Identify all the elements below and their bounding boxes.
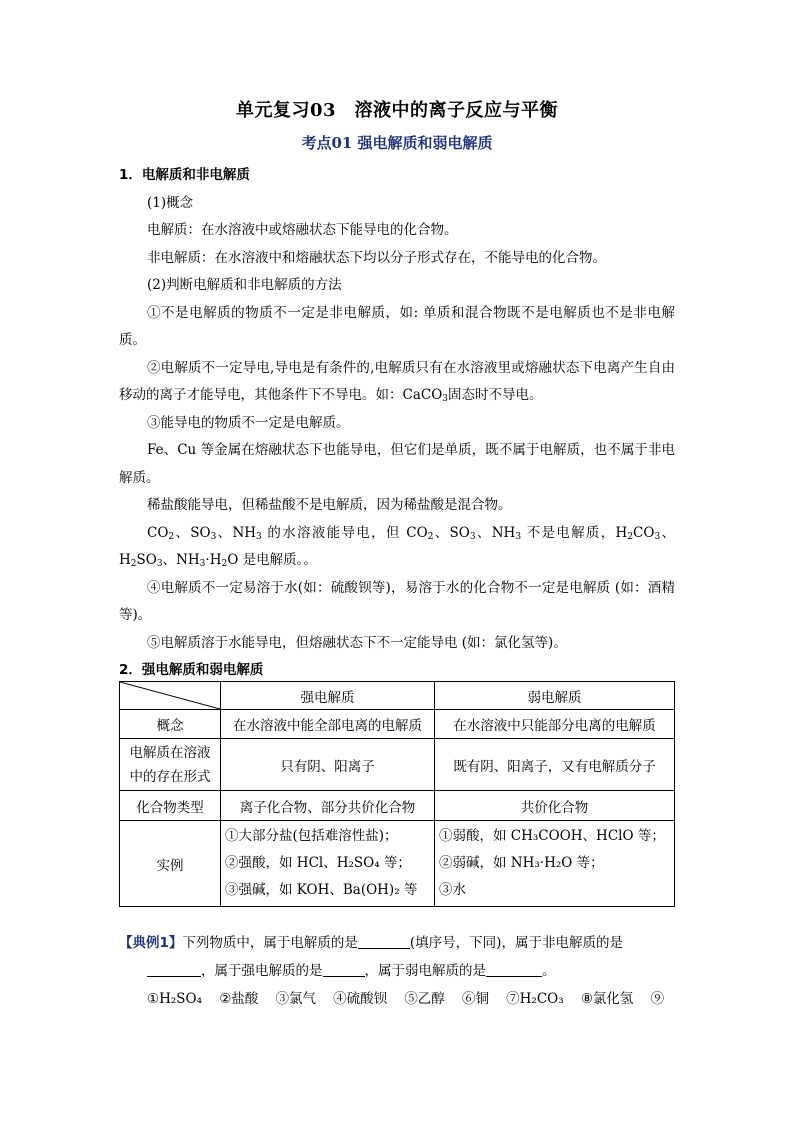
rule-3-acid: 稀盐酸能导电，但稀盐酸不是电解质，因为稀盐酸是混合物。 bbox=[147, 497, 512, 513]
formula-text: 、H bbox=[119, 524, 675, 568]
example-1-line-2 bbox=[119, 957, 675, 985]
cell-weak: 共价化合物 bbox=[435, 791, 675, 821]
rule-4: ④电解质不一定易溶于水(如：硫酸钡等)，易溶于水的化合物不一定是电解质 (如：酒精等)。 bbox=[119, 579, 675, 623]
concept-label: (1)概念 bbox=[147, 194, 194, 211]
example-text: 。 bbox=[542, 963, 556, 979]
row-label: 电解质在溶液中的存在形式 bbox=[120, 739, 221, 791]
cell-strong-examples bbox=[221, 821, 435, 907]
table-row bbox=[120, 791, 675, 821]
option-item: ①H₂SO₄ bbox=[147, 991, 203, 1007]
formula-text: CO bbox=[147, 524, 169, 541]
rule-2-subscript: 3 bbox=[442, 394, 449, 404]
answer-blank-weak[interactable] bbox=[486, 962, 542, 977]
option-item: ⑨ bbox=[650, 991, 665, 1007]
rule-5: ⑤电解质溶于水能导电，但熔融状态下不一定能导电 (如：氯化氢等)。 bbox=[147, 634, 567, 651]
rule-2 bbox=[119, 355, 675, 410]
formula-subscript: 3 bbox=[210, 531, 217, 542]
table-header-row bbox=[120, 682, 675, 710]
option-item: ⑤乙醇 bbox=[404, 991, 445, 1007]
option-item: ⑦H₂CO₃ bbox=[506, 991, 564, 1007]
example-text: (填序号，下同)，属于非电解质的是 bbox=[409, 935, 623, 951]
header-strong: 强电解质 bbox=[221, 682, 435, 710]
cell-strong: 只有阴、阳离子 bbox=[221, 739, 435, 791]
formula-subscript: 3 bbox=[156, 559, 163, 569]
table-row bbox=[120, 739, 675, 791]
page-title: 单元复习03 溶液中的离子反应与平衡 bbox=[235, 100, 559, 121]
strong-example: ③强碱，如 KOH、Ba(OH)₂ 等 bbox=[225, 882, 418, 898]
example-options bbox=[119, 985, 675, 1013]
weak-example: ①弱酸，如 CH₃COOH、HClO 等； bbox=[439, 828, 665, 844]
formula-subscript: 3 bbox=[256, 531, 262, 542]
formula-text: CO bbox=[633, 524, 655, 541]
cell-strong: 离子化合物、部分共价化合物 bbox=[221, 791, 435, 821]
example-text: ，属于弱电解质的是 bbox=[364, 963, 486, 979]
rule-2-text: ②电解质不一定导电,导电是有条件的,电解质只有在水溶液里或熔融状态下电离产生自由移动的离子才能导电，其他条件下不导电。如：CaCO bbox=[119, 359, 675, 403]
example-1-line-1 bbox=[119, 929, 675, 957]
rule-2-tail: 固态时不导电。 bbox=[448, 387, 543, 403]
section-1 bbox=[119, 162, 675, 685]
row-label: 化合物类型 bbox=[120, 791, 221, 821]
weak-example: ②弱碱，如 NH₃·H₂O 等； bbox=[439, 855, 604, 871]
example-tag: 【典例1】 bbox=[119, 935, 183, 951]
example-text: 下列物质中，属于电解质的是 bbox=[182, 935, 358, 951]
option-item: ④硫酸钡 bbox=[333, 991, 388, 1007]
rule-1: ①不是电解质的物质不一定是非电解质，如: 单质和混合物既不是电解质也不是非电解质。 bbox=[119, 304, 675, 348]
formula-text: 、NH bbox=[216, 524, 257, 541]
table-row bbox=[120, 821, 675, 907]
answer-blank-strong[interactable] bbox=[323, 962, 365, 977]
formula-subscript: 3 bbox=[654, 531, 661, 542]
cell-weak: 既有阴、阳离子，又有电解质分子 bbox=[435, 739, 675, 791]
formula-text: 、SO bbox=[433, 524, 470, 541]
option-item: ⑧氯化氢 bbox=[580, 991, 634, 1007]
example-1 bbox=[119, 929, 675, 1013]
page-subtitle: 考点01 强电解质和弱电解质 bbox=[301, 134, 493, 152]
formula-subscript: 3 bbox=[469, 531, 476, 542]
electrolyte-table bbox=[119, 681, 675, 907]
formula-subscript: 2 bbox=[130, 559, 137, 569]
cell-strong: 在水溶液中能全部电离的电解质 bbox=[221, 710, 435, 739]
formula-text: O 是电解质。。 bbox=[227, 552, 317, 568]
rule-3: ③能导电的物质不一定是电解质。 bbox=[147, 414, 350, 431]
rule-3-gas bbox=[119, 520, 675, 575]
example-text: ，属于强电解质的是 bbox=[201, 963, 323, 979]
formula-text: 不是电解质，H bbox=[521, 524, 628, 541]
strong-example: ①大部分盐(包括难溶性盐)； bbox=[225, 828, 398, 844]
formula-subscript: 3 bbox=[199, 559, 206, 569]
row-label: 概念 bbox=[120, 710, 221, 739]
formula-text: SO bbox=[136, 552, 157, 568]
formula-text: 、SO bbox=[174, 524, 211, 541]
formula-text: 、NH bbox=[475, 524, 516, 541]
nonelectrolyte-definition: 非电解质：在水溶液中和熔融状态下均以分子形式存在，不能导电的化合物。 bbox=[147, 249, 606, 266]
table-corner-cell bbox=[120, 682, 221, 710]
rule-3-metal: Fe、Cu 等金属在熔融状态下也能导电，但它们是单质，既不属于电解质，也不属于非电解质。 bbox=[119, 442, 675, 486]
answer-blank-nonelectrolyte[interactable] bbox=[147, 962, 201, 977]
formula-subscript: 2 bbox=[427, 531, 434, 542]
answer-blank-electrolyte[interactable] bbox=[358, 934, 410, 949]
cell-weak-examples bbox=[435, 821, 675, 907]
electrolyte-definition: 电解质：在水溶液中或熔融状态下能导电的化合物。 bbox=[147, 222, 458, 238]
formula-text: ·H bbox=[205, 552, 222, 568]
row-label: 实例 bbox=[120, 821, 221, 907]
formula-subscript: 2 bbox=[168, 531, 175, 542]
diagonal-line bbox=[120, 682, 220, 709]
strong-example: ②强酸，如 HCl、H₂SO₄ 等； bbox=[225, 855, 411, 871]
formula-subscript: 2 bbox=[221, 559, 228, 569]
formula-text: 的水溶液能导电，但 CO bbox=[261, 524, 428, 541]
formula-text: 、NH bbox=[162, 552, 200, 568]
formula-subscript: 3 bbox=[515, 531, 522, 542]
method-label: (2)判断电解质和非电解质的方法 bbox=[147, 277, 342, 293]
option-item: ②盐酸 bbox=[219, 991, 259, 1007]
cell-weak: 在水溶液中只能部分电离的电解质 bbox=[435, 710, 675, 739]
weak-example: ③水 bbox=[439, 882, 466, 898]
section-1-heading: 1．电解质和非电解质 bbox=[119, 167, 250, 183]
formula-subscript: 2 bbox=[627, 531, 634, 542]
header-weak: 弱电解质 bbox=[435, 682, 675, 710]
option-item: ⑥铜 bbox=[461, 991, 489, 1007]
option-item: ③氯气 bbox=[275, 991, 316, 1007]
section-2-heading: 2．强电解质和弱电解质 bbox=[119, 662, 264, 678]
table-row bbox=[120, 710, 675, 739]
